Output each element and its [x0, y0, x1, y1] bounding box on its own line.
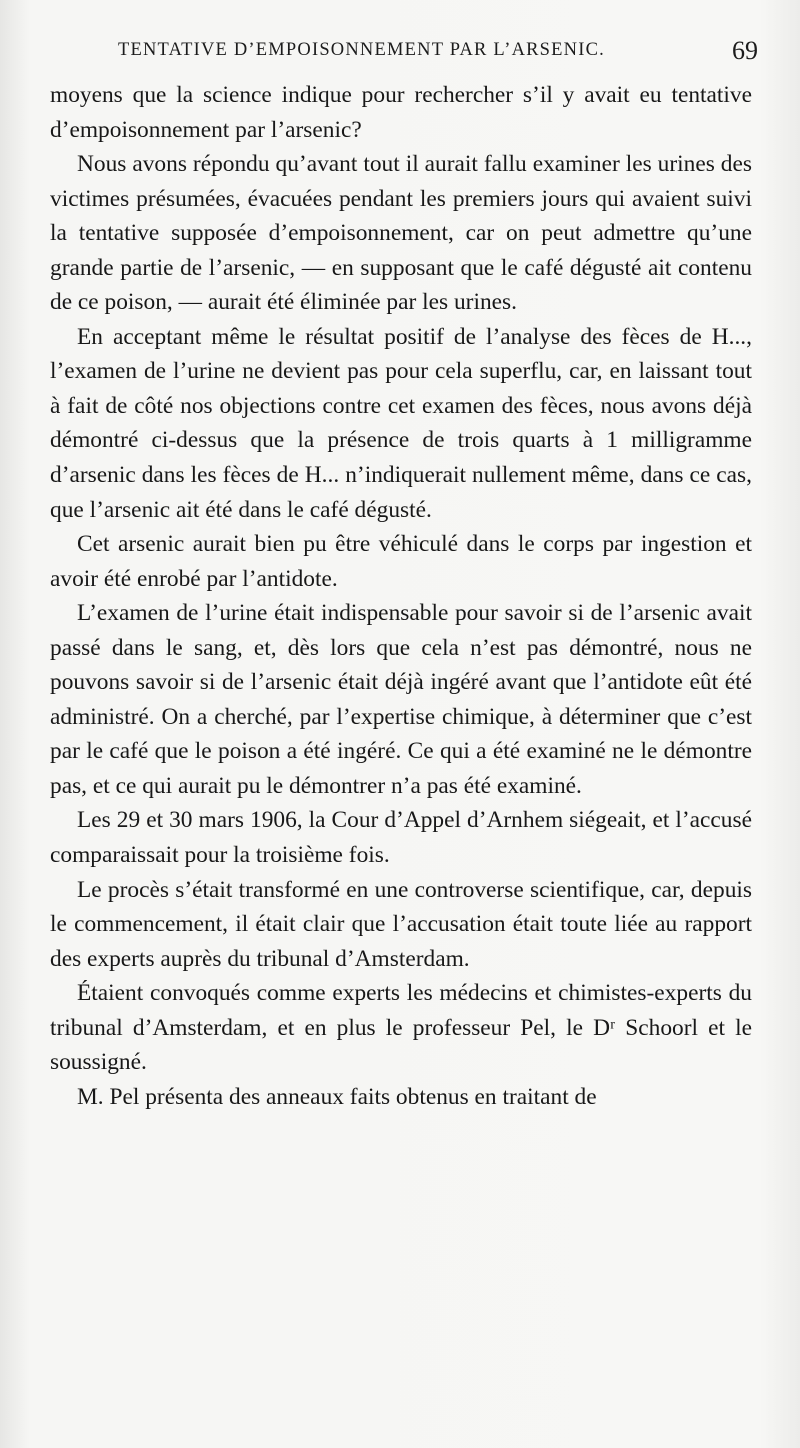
page-number: 69 [732, 36, 758, 65]
paragraph: Étaient convoqués comme experts les médecins et chimistes-experts du tribunal d’Amsterdam, et en plus le professeur Pel, le Dʳ Schoorl et le soussigné. [50, 980, 752, 1076]
paragraph: moyens que la science indique pour rechercher s’il y avait eu tentative d’empoisonnement par l’arsenic? [50, 82, 752, 143]
running-title: TENTATIVE D’EMPOISONNEMENT PAR L’ARSENIC. [118, 40, 605, 60]
paragraph: Le procès s’était transformé en une controverse scientifique, car, depuis le commencement, il était clair que l’accusation était toute liée au rapport des experts auprès du tribunal d’Amsterdam. [50, 876, 752, 972]
paragraph: L’examen de l’urine était indispensable pour savoir si de l’arsenic avait passé dans le sang, et, dès lors que cela n’est pas démontré, nous ne pouvons savoir si de l’arsenic était déjà ingéré avant que l’antidote eût été administré. On a cherché, par l’expertise chimique, à déterminer que c’est par le café que le poison a été ingéré. Ce qui a été examiné ne le démontre pas, et ce qui aurait pu le démontrer n’a pas été examiné. [50, 600, 752, 799]
paragraph: En acceptant même le résultat positif de l’analyse des fèces de H..., l’examen de l’urine ne devient pas pour cela superflu, car, en laissant tout à fait de côté nos objections contre cet examen des fèces, nous avons déjà démontré ci-dessus que la présence de trois quarts à 1 milligramme d’arsenic dans les fèces de H... n’indiquerait nullement même, dans ce cas, que l’arsenic ait été dans le café dégusté. [50, 323, 752, 523]
paragraph: M. Pel présenta des anneaux faits obtenus en traitant de [77, 1083, 597, 1110]
paragraph: Les 29 et 30 mars 1906, la Cour d’Appel d’Arnhem siégeait, et l’accusé comparaissait pour la troisième fois. [50, 807, 752, 869]
page-header [118, 38, 758, 68]
paragraph: Cet arsenic aurait bien pu être véhiculé dans le corps par ingestion et avoir été enrobé par l’antidote. [50, 531, 752, 592]
paragraph: Nous avons répondu qu’avant tout il aurait fallu examiner les urines des victimes présumées, évacuées pendant les premiers jours qui avaient suivi la tentative supposée d’empoisonnement, car on peut admettre qu’une grande partie de l’arsenic, — en supposant que le café dégusté ait contenu de ce poison, — aurait été éliminée par les urines. [50, 151, 752, 316]
body-text [50, 78, 752, 1114]
